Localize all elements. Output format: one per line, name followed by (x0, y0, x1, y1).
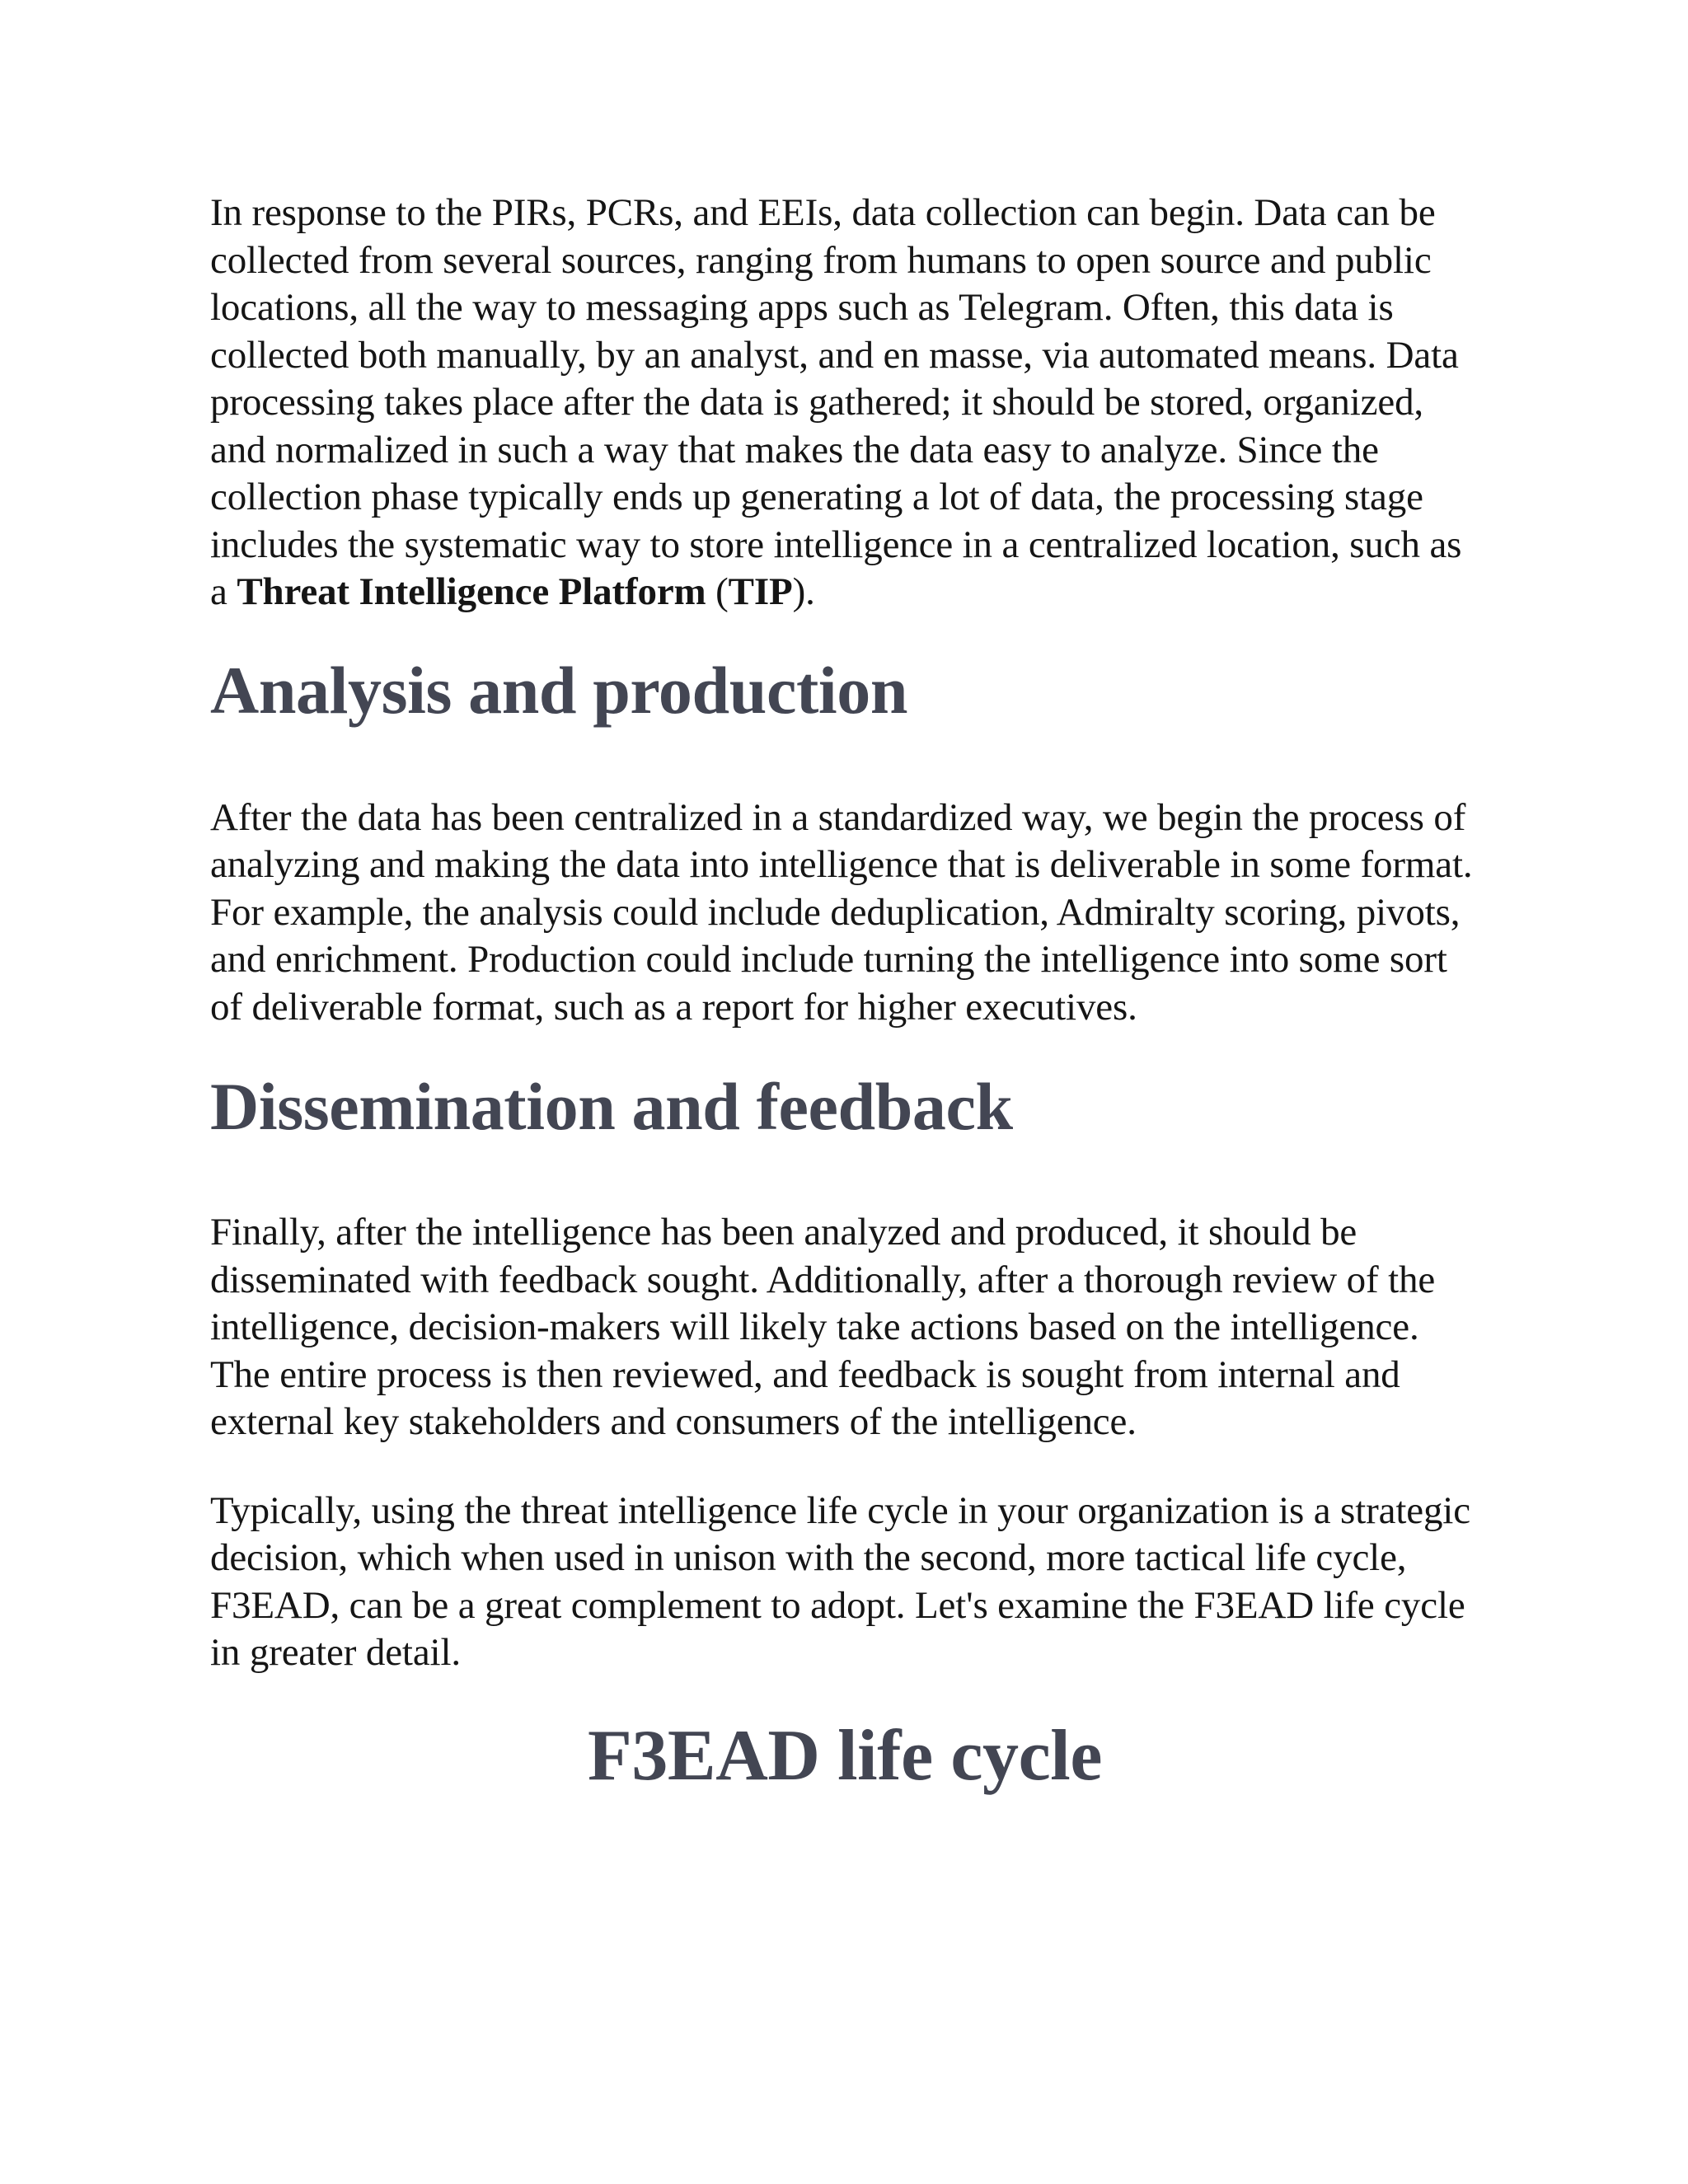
collection-text: In response to the PIRs, PCRs, and EEIs, data collection can begin. Data can be collected from several sources, ranging from humans to open source and public locations, all the way to messaging apps such as Telegram. Often, this data is collected both manually, by an analyst, and en masse, via automated means. Data processing takes place after the data is gathered; it should be stored, organized, and normalized in such a way that makes the data easy to analyze. Since the collection phase typically ends up generating a lot of data, the processing stage includes the systematic way to store intelligence in a centralized location, such as a (210, 191, 1462, 613)
heading-analysis-and-production: Analysis and production (210, 652, 908, 728)
heading-f3ead-life-cycle: F3EAD life cycle (587, 1715, 1103, 1796)
paragraph-data-collection (210, 190, 1479, 616)
paren-open: ( (706, 570, 729, 613)
paragraph-analysis: After the data has been centralized in a standardized way, we begin the process of analyzing and making the data into intelligence that is deliverable in some format. For example, the analysis could include deduplication, Admiralty scoring, pivots, and enrichment. Production could include turning the intelligence into some sort of deliverable format, such as a report for higher executives. (210, 795, 1473, 1029)
paragraph-dissemination: Finally, after the intelligence has been analyzed and produced, it should be disseminated with feedback sought. Additionally, after a thorough review of the intelligence, decision-makers will likely take actions based on the intelligence. The entire process is then reviewed, and feedback is sought from internal and external key stakeholders and consumers of the intelligence. (210, 1211, 1436, 1443)
heading-dissemination-and-feedback: Dissemination and feedback (210, 1069, 1013, 1144)
bold-abbrev-tip: TIP (728, 570, 793, 613)
paren-close: ). (792, 570, 815, 613)
paragraph-typical-usage: Typically, using the threat intelligence life cycle in your organization is a strategic decision, which when used in unison with the second, more tactical life cycle, F3EAD, can be a great complement to adopt. Let's examine the F3EAD life cycle in greater detail. (210, 1488, 1470, 1674)
bold-term-threat-intelligence-platform: Threat Intelligence Platform (237, 570, 706, 613)
page-content (210, 190, 1479, 1797)
